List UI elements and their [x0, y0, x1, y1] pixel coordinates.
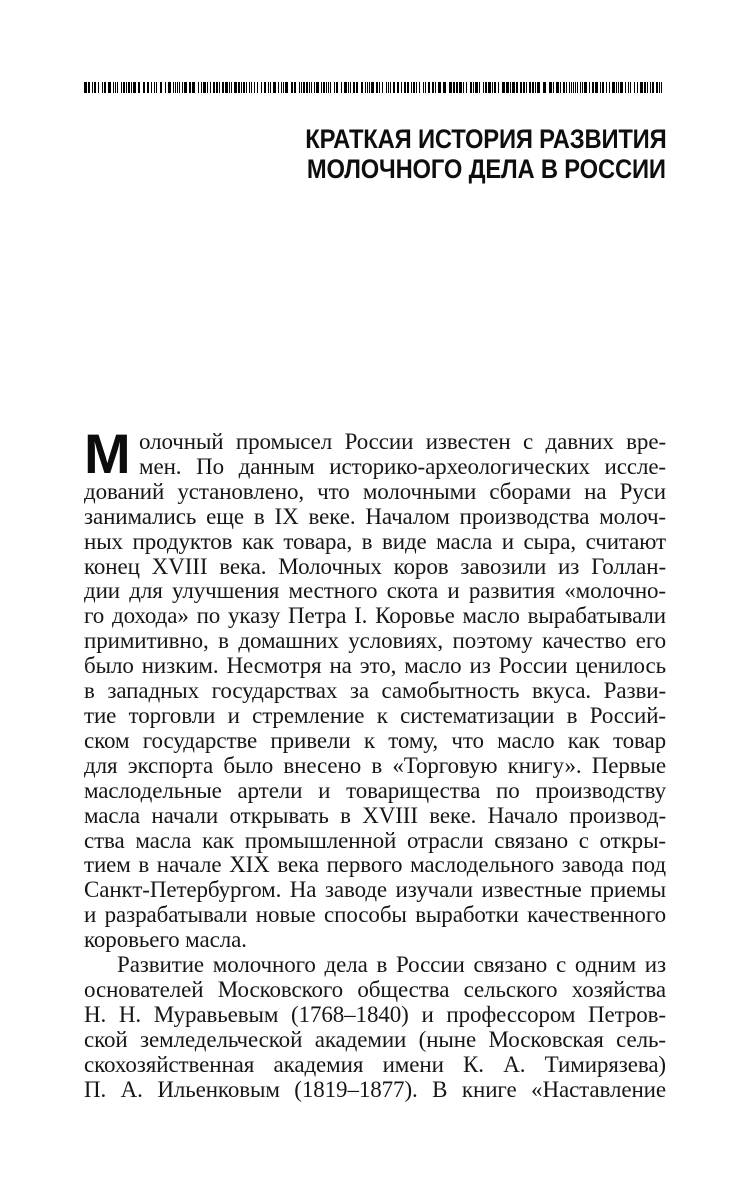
paragraph: [84, 953, 666, 1102]
text-line: мен. По данным историко-археологических иссле-: [139, 453, 666, 479]
text-line: ском государстве привели к тому, что масло как товар: [84, 727, 666, 753]
drop-cap: М: [84, 422, 131, 485]
text-line: Развитие молочного дела в России связано с одним из: [117, 952, 666, 978]
text-line: ных продуктов как товара, в виде масла и сыра, считают: [84, 528, 666, 554]
text-line: го дохода» по указу Петра I. Коровье масло вырабатывали: [84, 603, 666, 629]
text-line: коровьего масла.: [84, 927, 247, 953]
text-line: и разрабатывали новые способы выработки качественного: [84, 902, 666, 928]
text-line: было низким. Несмотря на это, масло из России ценилось: [84, 653, 666, 679]
text-line: занимались еще в IX веке. Началом производства молоч-: [84, 503, 666, 529]
text-line: примитивно, в домашних условиях, поэтому качество его: [84, 628, 666, 654]
decorative-barcode-strip: [84, 82, 662, 93]
paragraph: [84, 422, 666, 953]
chapter-title-line-1: КРАТКАЯ ИСТОРИЯ РАЗВИТИЯ: [304, 124, 666, 154]
text-line: дии для улучшения местного скота и развития «молочно-: [84, 578, 666, 604]
text-line: для экспорта было внесено в «Торговую книгу». Первые: [84, 752, 666, 778]
text-line: ства масла как промышленной отрасли связано с откры-: [84, 827, 666, 853]
text-line: тием в начале XIX века первого маслодельного завода под: [84, 852, 666, 878]
text-line: дований установлено, что молочными сборами на Руси: [84, 478, 666, 504]
text-line: ской земледельческой академии (ныне Московская сель-: [84, 1026, 666, 1052]
article-body: [84, 422, 666, 1102]
chapter-title-line-2: МОЛОЧНОГО ДЕЛА В РОССИИ: [307, 154, 666, 184]
text-line: основателей Московского общества сельского хозяйства: [84, 976, 666, 1002]
text-line: тие торговли и стремление к систематизации в Россий-: [84, 702, 666, 728]
text-line: масла начали открывать в XVIII веке. Начало производ-: [84, 802, 666, 828]
text-line: скохозяйственная академия имени К. А. Тимирязева): [84, 1051, 666, 1077]
chapter-title: [256, 124, 666, 184]
text-line: Санкт-Петербургом. На заводе изучали известные приемы: [84, 877, 666, 903]
text-line: в западных государствах за самобытность вкуса. Разви-: [84, 678, 666, 704]
text-line: маслодельные артели и товарищества по производству: [84, 777, 666, 803]
text-line: конец XVIII века. Молочных коров завозили из Голлан-: [84, 553, 666, 579]
text-line: олочный промысел России известен с давних вре-: [139, 429, 666, 454]
text-line: Н. Н. Муравьевым (1768–1840) и профессором Петров-: [84, 1001, 666, 1027]
text-line: П. А. Ильенковым (1819–1877). В книге «Наставление: [84, 1076, 666, 1102]
